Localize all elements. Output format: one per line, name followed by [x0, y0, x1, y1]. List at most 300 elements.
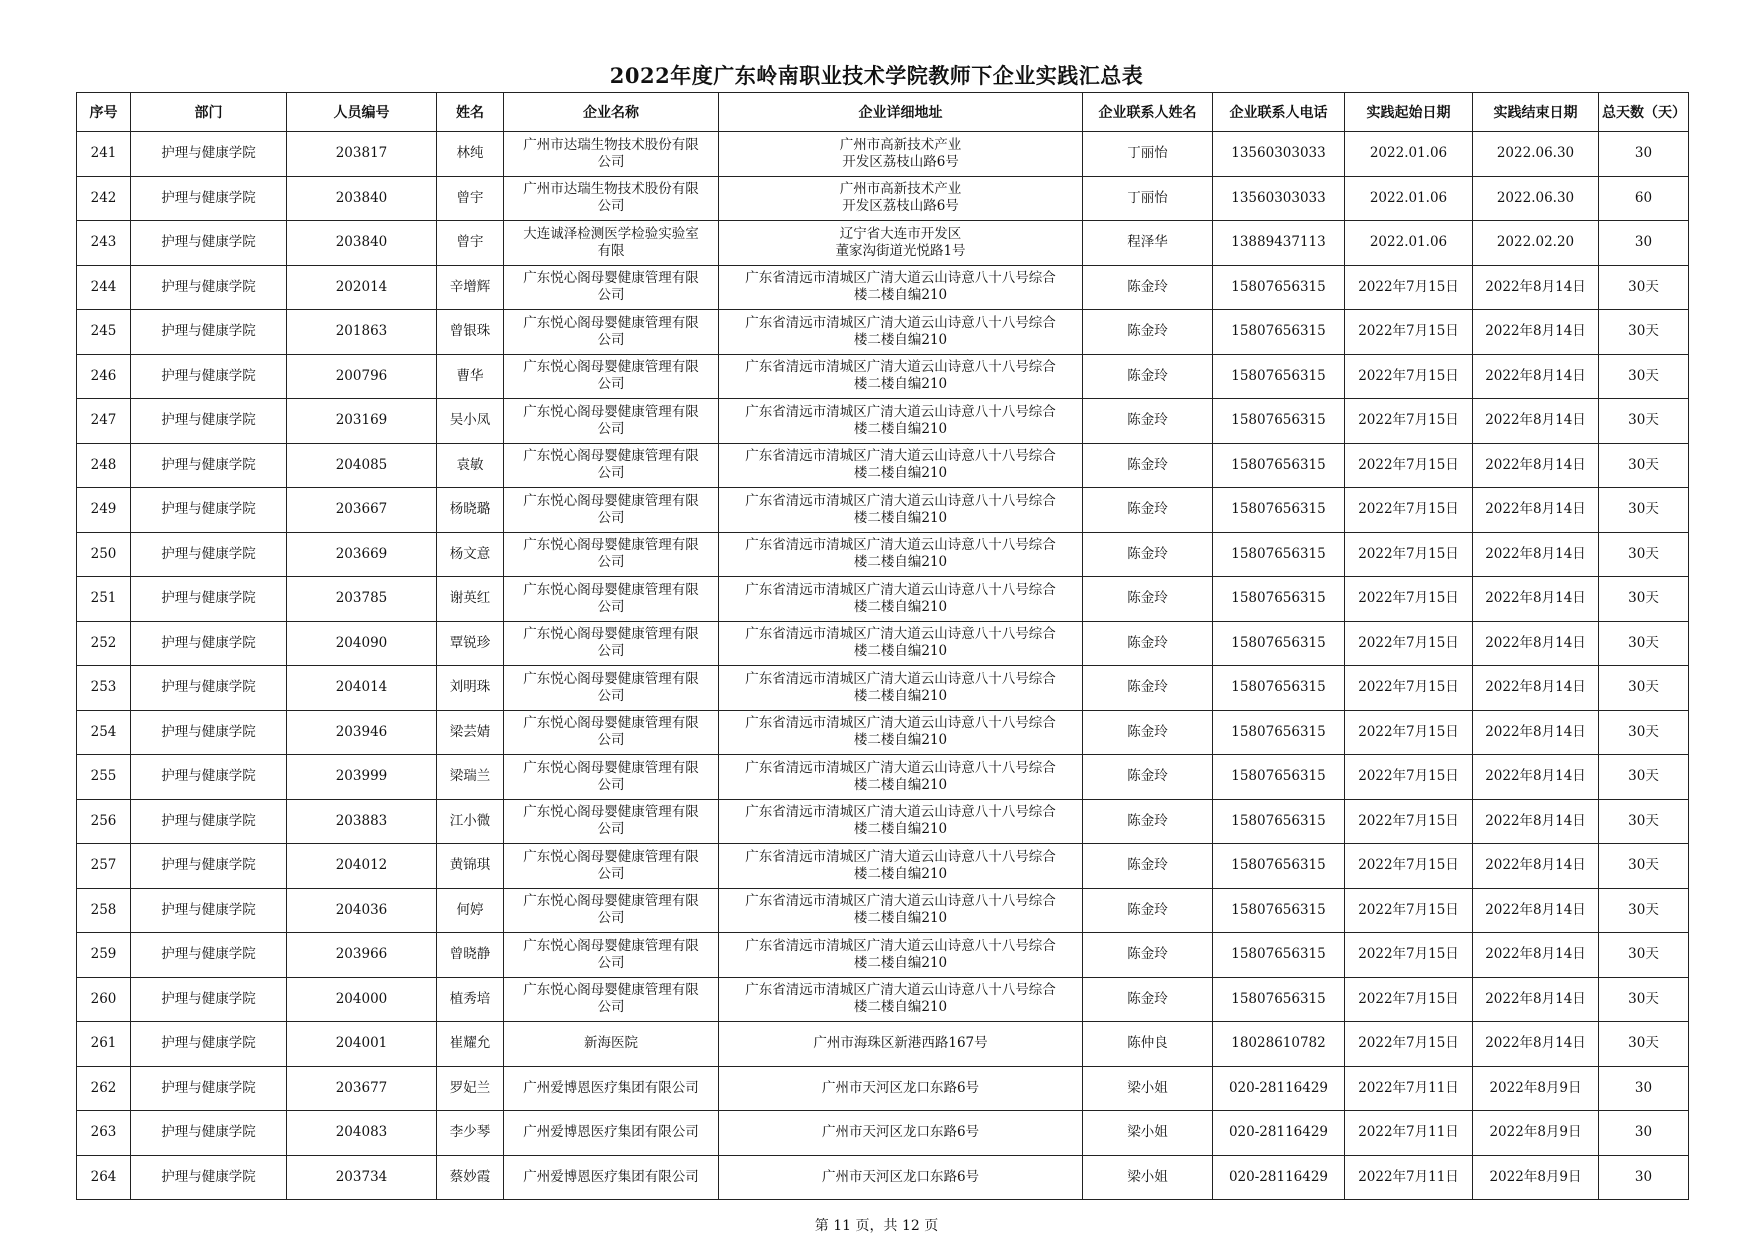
cell-col-contact-phone: 13560303033: [1213, 132, 1345, 177]
cell-col-company-name: 广州爱博恩医疗集团有限公司: [504, 1111, 719, 1156]
header-col-department: 部门: [131, 93, 287, 132]
cell-col-company-address: 广东省清远市清城区广清大道云山诗意八十八号综合 楼二楼自编210: [719, 844, 1083, 889]
cell-col-total-days: 30天: [1599, 532, 1689, 577]
cell-col-department: 护理与健康学院: [131, 354, 287, 399]
cell-col-staff-id: 204090: [287, 621, 437, 666]
cell-col-index: 253: [77, 666, 131, 711]
cell-col-contact-name: 陈金玲: [1083, 265, 1213, 310]
practice-summary-table: [76, 92, 1689, 1200]
cell-col-total-days: 30: [1599, 1066, 1689, 1111]
cell-col-company-address: 广东省清远市清城区广清大道云山诗意八十八号综合 楼二楼自编210: [719, 621, 1083, 666]
cell-col-contact-name: 陈金玲: [1083, 755, 1213, 800]
cell-col-company-address: 广州市高新技术产业 开发区荔枝山路6号: [719, 132, 1083, 177]
cell-col-staff-id: 200796: [287, 354, 437, 399]
cell-col-index: 248: [77, 443, 131, 488]
table-row: [77, 265, 1689, 310]
table-row: [77, 1111, 1689, 1156]
table-row: [77, 1155, 1689, 1200]
cell-col-company-name: 广东悦心阁母婴健康管理有限 公司: [504, 710, 719, 755]
table-row: [77, 310, 1689, 355]
cell-col-start-date: 2022年7月15日: [1345, 799, 1473, 844]
cell-col-staff-id: 204014: [287, 666, 437, 711]
cell-col-department: 护理与健康学院: [131, 443, 287, 488]
cell-col-department: 护理与健康学院: [131, 221, 287, 266]
cell-col-name: 植秀培: [437, 977, 504, 1022]
cell-col-department: 护理与健康学院: [131, 1066, 287, 1111]
cell-col-start-date: 2022.01.06: [1345, 132, 1473, 177]
cell-col-total-days: 30天: [1599, 399, 1689, 444]
cell-col-index: 259: [77, 933, 131, 978]
table-row: [77, 666, 1689, 711]
cell-col-company-name: 大连诚泽检测医学检验实验室 有限: [504, 221, 719, 266]
cell-col-end-date: 2022年8月14日: [1473, 933, 1599, 978]
cell-col-staff-id: 204012: [287, 844, 437, 889]
cell-col-name: 梁瑞兰: [437, 755, 504, 800]
cell-col-name: 林纯: [437, 132, 504, 177]
cell-col-name: 覃锐珍: [437, 621, 504, 666]
cell-col-company-address: 广东省清远市清城区广清大道云山诗意八十八号综合 楼二楼自编210: [719, 755, 1083, 800]
header-col-total-days: 总天数（天）: [1599, 93, 1689, 132]
cell-col-end-date: 2022年8月14日: [1473, 488, 1599, 533]
cell-col-total-days: 30天: [1599, 488, 1689, 533]
cell-col-staff-id: 203169: [287, 399, 437, 444]
cell-col-name: 曾晓静: [437, 933, 504, 978]
cell-col-total-days: 30天: [1599, 443, 1689, 488]
cell-col-department: 护理与健康学院: [131, 577, 287, 622]
cell-col-company-address: 广东省清远市清城区广清大道云山诗意八十八号综合 楼二楼自编210: [719, 532, 1083, 577]
cell-col-contact-phone: 15807656315: [1213, 844, 1345, 889]
cell-col-company-address: 广东省清远市清城区广清大道云山诗意八十八号综合 楼二楼自编210: [719, 933, 1083, 978]
header-col-contact-phone: 企业联系人电话: [1213, 93, 1345, 132]
header-col-index: 序号: [77, 93, 131, 132]
table-row: [77, 399, 1689, 444]
cell-col-end-date: 2022年8月14日: [1473, 310, 1599, 355]
cell-col-contact-phone: 13560303033: [1213, 176, 1345, 221]
cell-col-staff-id: 203677: [287, 1066, 437, 1111]
cell-col-start-date: 2022年7月15日: [1345, 666, 1473, 711]
cell-col-end-date: 2022年8月14日: [1473, 443, 1599, 488]
cell-col-contact-name: 陈金玲: [1083, 354, 1213, 399]
cell-col-start-date: 2022年7月15日: [1345, 1022, 1473, 1067]
cell-col-contact-phone: 18028610782: [1213, 1022, 1345, 1067]
cell-col-index: 254: [77, 710, 131, 755]
cell-col-start-date: 2022.01.06: [1345, 176, 1473, 221]
cell-col-index: 242: [77, 176, 131, 221]
cell-col-contact-name: 陈金玲: [1083, 799, 1213, 844]
cell-col-company-address: 广东省清远市清城区广清大道云山诗意八十八号综合 楼二楼自编210: [719, 443, 1083, 488]
cell-col-start-date: 2022年7月15日: [1345, 888, 1473, 933]
table-row: [77, 977, 1689, 1022]
cell-col-contact-phone: 15807656315: [1213, 621, 1345, 666]
cell-col-company-name: 广东悦心阁母婴健康管理有限 公司: [504, 977, 719, 1022]
cell-col-end-date: 2022年8月9日: [1473, 1111, 1599, 1156]
cell-col-staff-id: 203946: [287, 710, 437, 755]
cell-col-contact-name: 丁丽怡: [1083, 176, 1213, 221]
cell-col-company-address: 广东省清远市清城区广清大道云山诗意八十八号综合 楼二楼自编210: [719, 710, 1083, 755]
cell-col-end-date: 2022.06.30: [1473, 132, 1599, 177]
cell-col-department: 护理与健康学院: [131, 621, 287, 666]
cell-col-company-address: 广东省清远市清城区广清大道云山诗意八十八号综合 楼二楼自编210: [719, 354, 1083, 399]
cell-col-end-date: 2022年8月9日: [1473, 1066, 1599, 1111]
cell-col-staff-id: 201863: [287, 310, 437, 355]
cell-col-company-address: 广东省清远市清城区广清大道云山诗意八十八号综合 楼二楼自编210: [719, 265, 1083, 310]
cell-col-staff-id: 203840: [287, 176, 437, 221]
cell-col-company-address: 广东省清远市清城区广清大道云山诗意八十八号综合 楼二楼自编210: [719, 888, 1083, 933]
cell-col-company-address: 广州市天河区龙口东路6号: [719, 1111, 1083, 1156]
cell-col-end-date: 2022年8月14日: [1473, 621, 1599, 666]
cell-col-contact-name: 梁小姐: [1083, 1066, 1213, 1111]
cell-col-contact-name: 陈金玲: [1083, 532, 1213, 577]
cell-col-start-date: 2022年7月15日: [1345, 399, 1473, 444]
cell-col-name: 辛增辉: [437, 265, 504, 310]
cell-col-staff-id: 203667: [287, 488, 437, 533]
cell-col-start-date: 2022年7月15日: [1345, 488, 1473, 533]
cell-col-end-date: 2022年8月14日: [1473, 399, 1599, 444]
cell-col-total-days: 30天: [1599, 888, 1689, 933]
header-col-staff-id: 人员编号: [287, 93, 437, 132]
cell-col-total-days: 30: [1599, 132, 1689, 177]
cell-col-start-date: 2022年7月15日: [1345, 933, 1473, 978]
cell-col-contact-phone: 15807656315: [1213, 710, 1345, 755]
cell-col-name: 罗妃兰: [437, 1066, 504, 1111]
cell-col-name: 杨文意: [437, 532, 504, 577]
header-col-contact-name: 企业联系人姓名: [1083, 93, 1213, 132]
cell-col-contact-phone: 15807656315: [1213, 933, 1345, 978]
table-row: [77, 933, 1689, 978]
cell-col-company-name: 广东悦心阁母婴健康管理有限 公司: [504, 532, 719, 577]
cell-col-start-date: 2022年7月15日: [1345, 977, 1473, 1022]
cell-col-end-date: 2022年8月14日: [1473, 577, 1599, 622]
cell-col-name: 曾宇: [437, 176, 504, 221]
cell-col-staff-id: 202014: [287, 265, 437, 310]
cell-col-contact-phone: 15807656315: [1213, 799, 1345, 844]
cell-col-contact-name: 陈金玲: [1083, 844, 1213, 889]
cell-col-name: 何婷: [437, 888, 504, 933]
cell-col-total-days: 30天: [1599, 933, 1689, 978]
cell-col-staff-id: 203785: [287, 577, 437, 622]
cell-col-contact-phone: 020-28116429: [1213, 1066, 1345, 1111]
cell-col-company-address: 辽宁省大连市开发区 董家沟街道光悦路1号: [719, 221, 1083, 266]
cell-col-start-date: 2022年7月15日: [1345, 265, 1473, 310]
cell-col-index: 252: [77, 621, 131, 666]
cell-col-staff-id: 203966: [287, 933, 437, 978]
cell-col-department: 护理与健康学院: [131, 933, 287, 978]
cell-col-company-name: 广东悦心阁母婴健康管理有限 公司: [504, 844, 719, 889]
cell-col-end-date: 2022年8月14日: [1473, 755, 1599, 800]
cell-col-index: 244: [77, 265, 131, 310]
cell-col-end-date: 2022年8月14日: [1473, 799, 1599, 844]
cell-col-contact-phone: 15807656315: [1213, 488, 1345, 533]
table-row: [77, 354, 1689, 399]
cell-col-total-days: 30天: [1599, 844, 1689, 889]
table-body: [77, 132, 1689, 1200]
cell-col-total-days: 30天: [1599, 577, 1689, 622]
cell-col-department: 护理与健康学院: [131, 399, 287, 444]
cell-col-end-date: 2022年8月9日: [1473, 1155, 1599, 1200]
cell-col-staff-id: 204085: [287, 443, 437, 488]
cell-col-name: 黄锦琪: [437, 844, 504, 889]
cell-col-name: 袁敏: [437, 443, 504, 488]
cell-col-company-name: 广州爱博恩医疗集团有限公司: [504, 1155, 719, 1200]
cell-col-staff-id: 203669: [287, 532, 437, 577]
cell-col-staff-id: 204083: [287, 1111, 437, 1156]
cell-col-start-date: 2022年7月15日: [1345, 621, 1473, 666]
cell-col-index: 261: [77, 1022, 131, 1067]
cell-col-end-date: 2022.02.20: [1473, 221, 1599, 266]
cell-col-start-date: 2022年7月15日: [1345, 354, 1473, 399]
cell-col-contact-phone: 15807656315: [1213, 666, 1345, 711]
cell-col-total-days: 30天: [1599, 666, 1689, 711]
cell-col-start-date: 2022年7月15日: [1345, 577, 1473, 622]
cell-col-total-days: 30天: [1599, 354, 1689, 399]
cell-col-contact-name: 陈金玲: [1083, 399, 1213, 444]
cell-col-name: 曾宇: [437, 221, 504, 266]
cell-col-index: 255: [77, 755, 131, 800]
cell-col-start-date: 2022年7月15日: [1345, 710, 1473, 755]
cell-col-name: 谢英红: [437, 577, 504, 622]
page-title: 2022年度广东岭南职业技术学院教师下企业实践汇总表: [609, 63, 1144, 88]
cell-col-end-date: 2022年8月14日: [1473, 977, 1599, 1022]
cell-col-company-address: 广东省清远市清城区广清大道云山诗意八十八号综合 楼二楼自编210: [719, 977, 1083, 1022]
cell-col-name: 李少琴: [437, 1111, 504, 1156]
cell-col-start-date: 2022年7月11日: [1345, 1111, 1473, 1156]
cell-col-staff-id: 204000: [287, 977, 437, 1022]
cell-col-contact-name: 陈金玲: [1083, 488, 1213, 533]
cell-col-staff-id: 204001: [287, 1022, 437, 1067]
cell-col-department: 护理与健康学院: [131, 1155, 287, 1200]
cell-col-total-days: 30天: [1599, 621, 1689, 666]
cell-col-total-days: 30天: [1599, 310, 1689, 355]
cell-col-end-date: 2022年8月14日: [1473, 265, 1599, 310]
cell-col-company-name: 广东悦心阁母婴健康管理有限 公司: [504, 488, 719, 533]
cell-col-start-date: 2022.01.06: [1345, 221, 1473, 266]
cell-col-company-address: 广东省清远市清城区广清大道云山诗意八十八号综合 楼二楼自编210: [719, 577, 1083, 622]
cell-col-company-address: 广州市海珠区新港西路167号: [719, 1022, 1083, 1067]
table-row: [77, 221, 1689, 266]
cell-col-name: 刘明珠: [437, 666, 504, 711]
table-row: [77, 710, 1689, 755]
cell-col-company-name: 广州市达瑞生物技术股份有限 公司: [504, 132, 719, 177]
cell-col-index: 250: [77, 532, 131, 577]
cell-col-index: 249: [77, 488, 131, 533]
cell-col-department: 护理与健康学院: [131, 666, 287, 711]
cell-col-company-name: 广东悦心阁母婴健康管理有限 公司: [504, 354, 719, 399]
cell-col-company-address: 广州市天河区龙口东路6号: [719, 1066, 1083, 1111]
cell-col-department: 护理与健康学院: [131, 755, 287, 800]
cell-col-company-address: 广州市天河区龙口东路6号: [719, 1155, 1083, 1200]
header-col-company-address: 企业详细地址: [719, 93, 1083, 132]
cell-col-contact-phone: 15807656315: [1213, 977, 1345, 1022]
table-row: [77, 888, 1689, 933]
table-row: [77, 1022, 1689, 1067]
cell-col-department: 护理与健康学院: [131, 1111, 287, 1156]
cell-col-total-days: 30天: [1599, 710, 1689, 755]
cell-col-contact-name: 陈金玲: [1083, 443, 1213, 488]
cell-col-index: 247: [77, 399, 131, 444]
cell-col-company-name: 广州市达瑞生物技术股份有限 公司: [504, 176, 719, 221]
cell-col-end-date: 2022年8月14日: [1473, 1022, 1599, 1067]
cell-col-end-date: 2022年8月14日: [1473, 354, 1599, 399]
cell-col-department: 护理与健康学院: [131, 310, 287, 355]
cell-col-department: 护理与健康学院: [131, 799, 287, 844]
cell-col-company-name: 广州爱博恩医疗集团有限公司: [504, 1066, 719, 1111]
cell-col-contact-name: 陈金玲: [1083, 888, 1213, 933]
table-row: [77, 532, 1689, 577]
cell-col-start-date: 2022年7月15日: [1345, 844, 1473, 889]
cell-col-index: 241: [77, 132, 131, 177]
cell-col-company-name: 广东悦心阁母婴健康管理有限 公司: [504, 755, 719, 800]
cell-col-index: 246: [77, 354, 131, 399]
cell-col-department: 护理与健康学院: [131, 488, 287, 533]
table-row: [77, 443, 1689, 488]
cell-col-department: 护理与健康学院: [131, 844, 287, 889]
table-row: [77, 132, 1689, 177]
cell-col-total-days: 30天: [1599, 977, 1689, 1022]
cell-col-contact-phone: 15807656315: [1213, 399, 1345, 444]
cell-col-contact-phone: 15807656315: [1213, 265, 1345, 310]
cell-col-contact-name: 程泽华: [1083, 221, 1213, 266]
cell-col-contact-phone: 13889437113: [1213, 221, 1345, 266]
cell-col-company-name: 广东悦心阁母婴健康管理有限 公司: [504, 399, 719, 444]
cell-col-contact-phone: 020-28116429: [1213, 1111, 1345, 1156]
cell-col-index: 251: [77, 577, 131, 622]
table-row: [77, 1066, 1689, 1111]
cell-col-company-address: 广东省清远市清城区广清大道云山诗意八十八号综合 楼二楼自编210: [719, 310, 1083, 355]
cell-col-index: 245: [77, 310, 131, 355]
cell-col-total-days: 30天: [1599, 799, 1689, 844]
cell-col-contact-name: 陈金玲: [1083, 310, 1213, 355]
cell-col-start-date: 2022年7月11日: [1345, 1066, 1473, 1111]
cell-col-company-name: 广东悦心阁母婴健康管理有限 公司: [504, 933, 719, 978]
cell-col-contact-name: 陈金玲: [1083, 666, 1213, 711]
table-header-row: [77, 93, 1689, 132]
cell-col-department: 护理与健康学院: [131, 176, 287, 221]
page-footer: 第 11 页，共 12 页: [814, 1218, 939, 1234]
cell-col-contact-name: 梁小姐: [1083, 1111, 1213, 1156]
cell-col-name: 蔡妙霞: [437, 1155, 504, 1200]
cell-col-staff-id: 203999: [287, 755, 437, 800]
cell-col-start-date: 2022年7月15日: [1345, 443, 1473, 488]
cell-col-company-name: 广东悦心阁母婴健康管理有限 公司: [504, 265, 719, 310]
cell-col-name: 曾银珠: [437, 310, 504, 355]
cell-col-total-days: 60: [1599, 176, 1689, 221]
cell-col-department: 护理与健康学院: [131, 710, 287, 755]
cell-col-company-address: 广东省清远市清城区广清大道云山诗意八十八号综合 楼二楼自编210: [719, 399, 1083, 444]
cell-col-contact-phone: 15807656315: [1213, 888, 1345, 933]
cell-col-company-name: 广东悦心阁母婴健康管理有限 公司: [504, 621, 719, 666]
table-row: [77, 176, 1689, 221]
cell-col-index: 258: [77, 888, 131, 933]
cell-col-company-address: 广东省清远市清城区广清大道云山诗意八十八号综合 楼二楼自编210: [719, 488, 1083, 533]
cell-col-contact-phone: 15807656315: [1213, 310, 1345, 355]
cell-col-end-date: 2022年8月14日: [1473, 532, 1599, 577]
cell-col-department: 护理与健康学院: [131, 1022, 287, 1067]
cell-col-company-name: 广东悦心阁母婴健康管理有限 公司: [504, 443, 719, 488]
header-col-start-date: 实践起始日期: [1345, 93, 1473, 132]
cell-col-contact-name: 陈金玲: [1083, 710, 1213, 755]
cell-col-staff-id: 204036: [287, 888, 437, 933]
cell-col-index: 260: [77, 977, 131, 1022]
cell-col-staff-id: 203817: [287, 132, 437, 177]
cell-col-company-address: 广东省清远市清城区广清大道云山诗意八十八号综合 楼二楼自编210: [719, 799, 1083, 844]
cell-col-start-date: 2022年7月15日: [1345, 755, 1473, 800]
cell-col-index: 263: [77, 1111, 131, 1156]
cell-col-department: 护理与健康学院: [131, 132, 287, 177]
cell-col-contact-phone: 15807656315: [1213, 577, 1345, 622]
cell-col-end-date: 2022年8月14日: [1473, 844, 1599, 889]
table-row: [77, 621, 1689, 666]
cell-col-contact-name: 梁小姐: [1083, 1155, 1213, 1200]
cell-col-name: 江小微: [437, 799, 504, 844]
cell-col-start-date: 2022年7月11日: [1345, 1155, 1473, 1200]
cell-col-index: 256: [77, 799, 131, 844]
cell-col-index: 264: [77, 1155, 131, 1200]
header-col-company-name: 企业名称: [504, 93, 719, 132]
table-row: [77, 488, 1689, 533]
cell-col-company-name: 广东悦心阁母婴健康管理有限 公司: [504, 666, 719, 711]
cell-col-contact-phone: 15807656315: [1213, 755, 1345, 800]
cell-col-company-address: 广州市高新技术产业 开发区荔枝山路6号: [719, 176, 1083, 221]
cell-col-name: 曹华: [437, 354, 504, 399]
cell-col-start-date: 2022年7月15日: [1345, 310, 1473, 355]
cell-col-name: 崔耀允: [437, 1022, 504, 1067]
cell-col-end-date: 2022年8月14日: [1473, 666, 1599, 711]
cell-col-company-name: 新海医院: [504, 1022, 719, 1067]
cell-col-company-name: 广东悦心阁母婴健康管理有限 公司: [504, 310, 719, 355]
cell-col-staff-id: 203734: [287, 1155, 437, 1200]
cell-col-company-name: 广东悦心阁母婴健康管理有限 公司: [504, 799, 719, 844]
cell-col-end-date: 2022年8月14日: [1473, 888, 1599, 933]
cell-col-contact-name: 陈金玲: [1083, 577, 1213, 622]
cell-col-name: 吴小凤: [437, 399, 504, 444]
cell-col-department: 护理与健康学院: [131, 977, 287, 1022]
header-col-end-date: 实践结束日期: [1473, 93, 1599, 132]
cell-col-contact-name: 丁丽怡: [1083, 132, 1213, 177]
cell-col-contact-name: 陈金玲: [1083, 977, 1213, 1022]
cell-col-staff-id: 203883: [287, 799, 437, 844]
cell-col-index: 243: [77, 221, 131, 266]
cell-col-total-days: 30天: [1599, 755, 1689, 800]
cell-col-total-days: 30: [1599, 1155, 1689, 1200]
cell-col-end-date: 2022年8月14日: [1473, 710, 1599, 755]
cell-col-company-name: 广东悦心阁母婴健康管理有限 公司: [504, 888, 719, 933]
cell-col-contact-name: 陈金玲: [1083, 933, 1213, 978]
cell-col-contact-phone: 15807656315: [1213, 354, 1345, 399]
cell-col-department: 护理与健康学院: [131, 265, 287, 310]
cell-col-end-date: 2022.06.30: [1473, 176, 1599, 221]
cell-col-name: 杨晓璐: [437, 488, 504, 533]
cell-col-contact-phone: 15807656315: [1213, 443, 1345, 488]
table-row: [77, 799, 1689, 844]
cell-col-index: 257: [77, 844, 131, 889]
header-col-name: 姓名: [437, 93, 504, 132]
cell-col-contact-name: 陈仲良: [1083, 1022, 1213, 1067]
cell-col-total-days: 30: [1599, 1111, 1689, 1156]
cell-col-total-days: 30: [1599, 221, 1689, 266]
cell-col-department: 护理与健康学院: [131, 888, 287, 933]
cell-col-contact-name: 陈金玲: [1083, 621, 1213, 666]
table-row: [77, 844, 1689, 889]
cell-col-start-date: 2022年7月15日: [1345, 532, 1473, 577]
cell-col-total-days: 30天: [1599, 1022, 1689, 1067]
cell-col-contact-phone: 15807656315: [1213, 532, 1345, 577]
cell-col-company-name: 广东悦心阁母婴健康管理有限 公司: [504, 577, 719, 622]
cell-col-index: 262: [77, 1066, 131, 1111]
cell-col-total-days: 30天: [1599, 265, 1689, 310]
cell-col-staff-id: 203840: [287, 221, 437, 266]
table-row: [77, 577, 1689, 622]
cell-col-name: 梁芸婧: [437, 710, 504, 755]
